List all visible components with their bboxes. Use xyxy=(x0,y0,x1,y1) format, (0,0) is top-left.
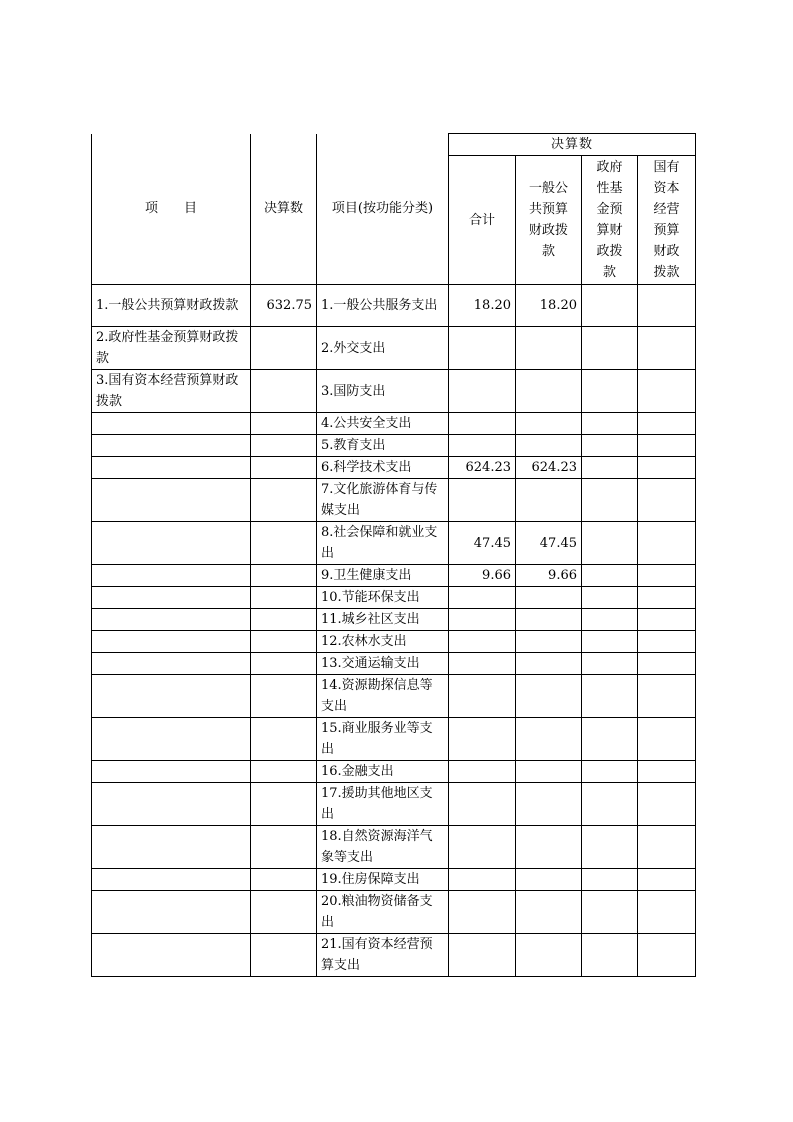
cell-gov-fund xyxy=(582,826,638,869)
cell-state-capital xyxy=(638,653,696,675)
cell-gov-fund xyxy=(582,522,638,565)
cell-gov-fund xyxy=(582,869,638,891)
cell-state-capital xyxy=(638,285,696,327)
header-fund-line-2: 性基 xyxy=(596,181,623,196)
cell-left-amount xyxy=(251,826,317,869)
cell-gov-fund xyxy=(582,609,638,631)
cell-general-budget: 18.20 xyxy=(516,285,582,327)
table-row xyxy=(92,609,696,631)
table-row xyxy=(92,587,696,609)
cell-func-item: 5.教育支出 xyxy=(317,435,449,457)
cell-left-item xyxy=(92,761,251,783)
cell-func-item: 13.交通运输支出 xyxy=(317,653,449,675)
table-row xyxy=(92,413,696,435)
cell-total xyxy=(449,609,516,631)
cell-left-item xyxy=(92,522,251,565)
cell-gov-fund xyxy=(582,587,638,609)
cell-general-budget: 9.66 xyxy=(516,565,582,587)
cell-left-item xyxy=(92,653,251,675)
cell-left-amount xyxy=(251,413,317,435)
cell-left-item xyxy=(92,934,251,977)
cell-left-item xyxy=(92,718,251,761)
cell-func-item: 16.金融支出 xyxy=(317,761,449,783)
cell-total xyxy=(449,435,516,457)
cell-state-capital xyxy=(638,413,696,435)
cell-left-item: 2.政府性基金预算财政拨款 xyxy=(92,327,251,370)
cell-state-capital xyxy=(638,934,696,977)
cell-state-capital xyxy=(638,761,696,783)
cell-gov-fund xyxy=(582,891,638,934)
cell-total xyxy=(449,327,516,370)
cell-left-amount xyxy=(251,783,317,826)
header-capital-line-2: 资本 xyxy=(653,181,680,196)
header-amount-group: 决算数 xyxy=(449,134,696,156)
cell-general-budget xyxy=(516,479,582,522)
cell-total xyxy=(449,783,516,826)
cell-func-item: 11.城乡社区支出 xyxy=(317,609,449,631)
table-row xyxy=(92,285,696,327)
header-general-line-4: 款 xyxy=(541,244,555,259)
cell-func-item: 17.援助其他地区支出 xyxy=(317,783,449,826)
cell-general-budget xyxy=(516,718,582,761)
cell-func-item: 18.自然资源海洋气象等支出 xyxy=(317,826,449,869)
cell-general-budget xyxy=(516,413,582,435)
cell-total xyxy=(449,934,516,977)
cell-total xyxy=(449,631,516,653)
cell-func-item: 7.文化旅游体育与传媒支出 xyxy=(317,479,449,522)
cell-func-item: 1.一般公共服务支出 xyxy=(317,285,449,327)
cell-gov-fund xyxy=(582,327,638,370)
cell-left-item xyxy=(92,891,251,934)
table-row xyxy=(92,783,696,826)
cell-left-amount xyxy=(251,609,317,631)
cell-state-capital xyxy=(638,891,696,934)
cell-left-item xyxy=(92,609,251,631)
header-general-line-1: 一般公 xyxy=(528,181,568,196)
table-row xyxy=(92,718,696,761)
cell-left-item xyxy=(92,457,251,479)
cell-left-amount xyxy=(251,587,317,609)
cell-total xyxy=(449,869,516,891)
cell-left-amount xyxy=(251,675,317,718)
cell-gov-fund xyxy=(582,783,638,826)
cell-left-amount xyxy=(251,891,317,934)
cell-general-budget xyxy=(516,783,582,826)
cell-state-capital xyxy=(638,565,696,587)
header-func-item: 项目(按功能分类) xyxy=(317,134,449,285)
cell-gov-fund xyxy=(582,565,638,587)
cell-state-capital xyxy=(638,587,696,609)
cell-func-item: 4.公共安全支出 xyxy=(317,413,449,435)
header-fund-line-6: 款 xyxy=(602,265,616,280)
cell-left-item xyxy=(92,587,251,609)
cell-left-amount xyxy=(251,631,317,653)
cell-func-item: 2.外交支出 xyxy=(317,327,449,370)
header-capital-line-6: 拨款 xyxy=(653,265,680,280)
cell-gov-fund xyxy=(582,370,638,413)
cell-left-item xyxy=(92,565,251,587)
header-capital-line-1: 国有 xyxy=(653,160,680,175)
header-general-budget xyxy=(516,156,582,285)
header-fund-line-1: 政府 xyxy=(596,160,623,175)
cell-general-budget xyxy=(516,869,582,891)
header-capital-line-5: 财政 xyxy=(653,244,680,259)
header-general-line-3: 财政拨 xyxy=(528,223,568,238)
cell-left-amount xyxy=(251,522,317,565)
cell-left-item: 1.一般公共预算财政拨款 xyxy=(92,285,251,327)
budget-table xyxy=(91,133,696,977)
cell-left-item xyxy=(92,479,251,522)
cell-general-budget xyxy=(516,761,582,783)
cell-state-capital xyxy=(638,479,696,522)
cell-left-item xyxy=(92,675,251,718)
table-row xyxy=(92,565,696,587)
cell-left-amount xyxy=(251,370,317,413)
cell-left-amount: 632.75 xyxy=(251,285,317,327)
cell-func-item: 15.商业服务业等支出 xyxy=(317,718,449,761)
table-row xyxy=(92,653,696,675)
header-fund-line-3: 金预 xyxy=(596,202,623,217)
cell-left-item xyxy=(92,826,251,869)
header-fund-line-5: 政拨 xyxy=(596,244,623,259)
cell-state-capital xyxy=(638,522,696,565)
cell-total: 624.23 xyxy=(449,457,516,479)
cell-left-amount xyxy=(251,718,317,761)
table-row xyxy=(92,435,696,457)
cell-func-item: 9.卫生健康支出 xyxy=(317,565,449,587)
cell-state-capital xyxy=(638,609,696,631)
cell-left-amount xyxy=(251,934,317,977)
cell-general-budget xyxy=(516,587,582,609)
cell-left-item xyxy=(92,435,251,457)
cell-left-amount xyxy=(251,653,317,675)
cell-state-capital xyxy=(638,370,696,413)
cell-func-item: 6.科学技术支出 xyxy=(317,457,449,479)
cell-general-budget xyxy=(516,435,582,457)
cell-total: 9.66 xyxy=(449,565,516,587)
table-row xyxy=(92,370,696,413)
cell-total xyxy=(449,587,516,609)
cell-general-budget xyxy=(516,826,582,869)
cell-state-capital xyxy=(638,327,696,370)
cell-func-item: 19.住房保障支出 xyxy=(317,869,449,891)
cell-general-budget xyxy=(516,653,582,675)
cell-left-item xyxy=(92,869,251,891)
cell-left-amount xyxy=(251,869,317,891)
header-total: 合计 xyxy=(449,156,516,285)
table-row xyxy=(92,869,696,891)
cell-state-capital xyxy=(638,675,696,718)
cell-total xyxy=(449,675,516,718)
cell-left-amount xyxy=(251,457,317,479)
cell-left-amount xyxy=(251,565,317,587)
cell-func-item: 12.农林水支出 xyxy=(317,631,449,653)
header-gov-fund xyxy=(582,156,638,285)
cell-general-budget xyxy=(516,891,582,934)
cell-total: 47.45 xyxy=(449,522,516,565)
cell-state-capital xyxy=(638,457,696,479)
cell-gov-fund xyxy=(582,934,638,977)
header-capital-line-3: 经营 xyxy=(653,202,680,217)
header-general-line-2: 共预算 xyxy=(528,202,568,217)
cell-left-amount xyxy=(251,435,317,457)
table-row xyxy=(92,631,696,653)
table-row xyxy=(92,826,696,869)
cell-left-amount xyxy=(251,479,317,522)
cell-gov-fund xyxy=(582,675,638,718)
cell-general-budget: 624.23 xyxy=(516,457,582,479)
cell-general-budget xyxy=(516,675,582,718)
cell-func-item: 8.社会保障和就业支出 xyxy=(317,522,449,565)
cell-gov-fund xyxy=(582,285,638,327)
cell-general-budget xyxy=(516,609,582,631)
header-amount: 决算数 xyxy=(251,134,317,285)
cell-total xyxy=(449,479,516,522)
cell-general-budget xyxy=(516,631,582,653)
cell-func-item: 21.国有资本经营预算支出 xyxy=(317,934,449,977)
cell-gov-fund xyxy=(582,631,638,653)
table-row xyxy=(92,457,696,479)
cell-state-capital xyxy=(638,869,696,891)
cell-total xyxy=(449,826,516,869)
cell-total xyxy=(449,370,516,413)
cell-left-amount xyxy=(251,327,317,370)
cell-gov-fund xyxy=(582,413,638,435)
header-state-capital xyxy=(638,156,696,285)
table-row xyxy=(92,934,696,977)
cell-total xyxy=(449,891,516,934)
cell-func-item: 3.国防支出 xyxy=(317,370,449,413)
cell-state-capital xyxy=(638,435,696,457)
cell-state-capital xyxy=(638,631,696,653)
table-row xyxy=(92,479,696,522)
cell-general-budget: 47.45 xyxy=(516,522,582,565)
cell-left-item xyxy=(92,631,251,653)
table-row xyxy=(92,761,696,783)
header-item: 项 目 xyxy=(92,134,251,285)
cell-state-capital xyxy=(638,783,696,826)
header-fund-line-4: 算财 xyxy=(596,223,623,238)
cell-total xyxy=(449,653,516,675)
table-row xyxy=(92,675,696,718)
table-row xyxy=(92,327,696,370)
cell-gov-fund xyxy=(582,479,638,522)
cell-gov-fund xyxy=(582,761,638,783)
table-row xyxy=(92,522,696,565)
cell-func-item: 20.粮油物资储备支出 xyxy=(317,891,449,934)
cell-general-budget xyxy=(516,370,582,413)
cell-total: 18.20 xyxy=(449,285,516,327)
cell-state-capital xyxy=(638,718,696,761)
cell-general-budget xyxy=(516,934,582,977)
cell-gov-fund xyxy=(582,653,638,675)
cell-total xyxy=(449,413,516,435)
cell-state-capital xyxy=(638,826,696,869)
cell-left-item xyxy=(92,413,251,435)
cell-total xyxy=(449,718,516,761)
cell-func-item: 10.节能环保支出 xyxy=(317,587,449,609)
cell-gov-fund xyxy=(582,718,638,761)
cell-gov-fund xyxy=(582,435,638,457)
cell-left-amount xyxy=(251,761,317,783)
cell-left-item: 3.国有资本经营预算财政拨款 xyxy=(92,370,251,413)
cell-general-budget xyxy=(516,327,582,370)
cell-func-item: 14.资源勘探信息等支出 xyxy=(317,675,449,718)
cell-total xyxy=(449,761,516,783)
cell-left-item xyxy=(92,783,251,826)
table-row xyxy=(92,891,696,934)
cell-gov-fund xyxy=(582,457,638,479)
header-capital-line-4: 预算 xyxy=(653,223,680,238)
